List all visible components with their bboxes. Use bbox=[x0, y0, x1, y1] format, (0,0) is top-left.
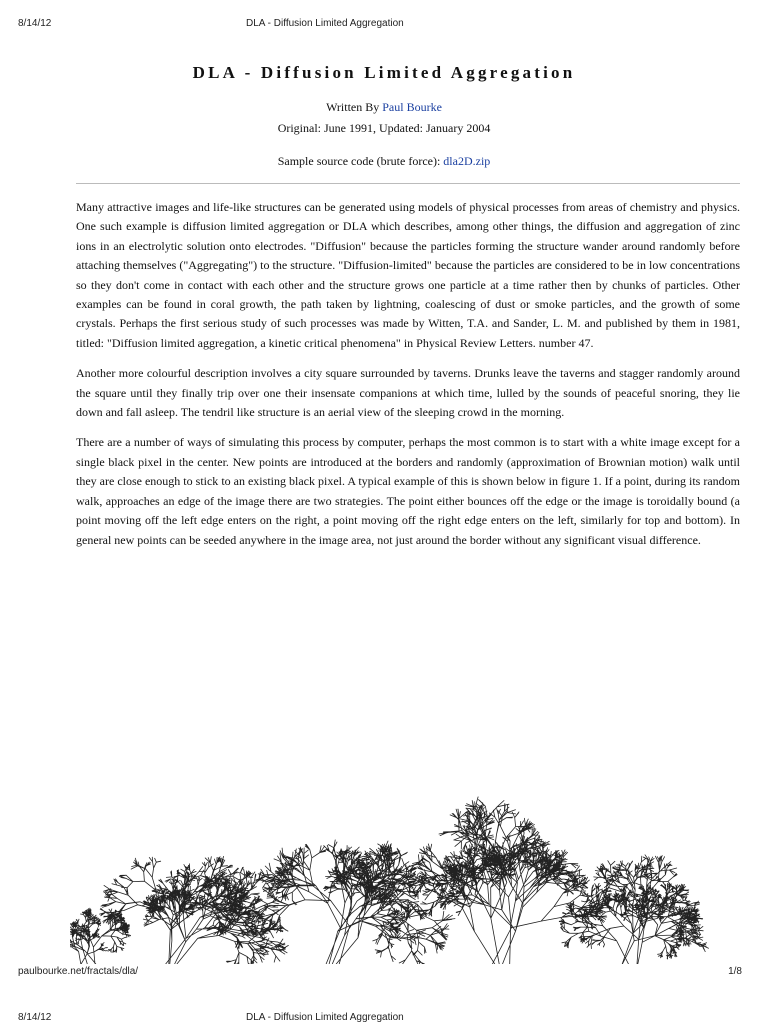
print-title: DLA - Diffusion Limited Aggregation bbox=[246, 1012, 404, 1023]
source-prefix: Sample source code (brute force): bbox=[277, 154, 444, 168]
dates-line: Original: June 1991, Updated: January 2004 bbox=[277, 121, 491, 135]
page-number: 1/8 bbox=[728, 966, 742, 977]
byline bbox=[0, 100, 768, 115]
dla-branches bbox=[70, 797, 709, 964]
paragraph: There are a number of ways of simulating this process by computer, perhaps the most common is to start with a white image except for a single black pixel in the center. New points are introduced at the borders and randomly (approximation of Brownian motion) walk until they are close enough to stick to an existing black pixel. A typical example of this is shown below in figure 1. If a point, during its random walk, approaches an edge of the image there are two strategies. The point either bounces off the edge or the image is toroidally bound (a point moving off the left edge enters on the right, a point moving off the right edge enters on the left, similarly for top and bottom). In general new points can be seeded anywhere in the image area, not just around the border without any significant visual difference. bbox=[76, 435, 740, 547]
print-date: 8/14/12 bbox=[18, 18, 52, 29]
footer-url: paulbourke.net/fractals/dla/ bbox=[18, 966, 139, 977]
source-line bbox=[0, 154, 768, 169]
page-title: DLA - Diffusion Limited Aggregation bbox=[192, 63, 576, 82]
print-footer bbox=[18, 966, 742, 980]
author-link[interactable]: Paul Bourke bbox=[382, 100, 442, 114]
dla-figure-image bbox=[70, 792, 750, 964]
article-body bbox=[76, 198, 740, 561]
byline-prefix: Written By bbox=[326, 100, 380, 114]
divider bbox=[76, 183, 740, 184]
paragraph: Another more colourful description involves a city square surrounded by taverns. Drunks leave the taverns and stagger randomly around the square until they finally trip over one their insensate companions at which time, lulled by the sounds of peaceful snoring, they lie down and fall asleep. The tendril like structure is an aerial view of the sleeping crowd in the morning. bbox=[76, 366, 740, 420]
print-title: DLA - Diffusion Limited Aggregation bbox=[246, 18, 404, 29]
paragraph: Many attractive images and life-like structures can be generated using models of physical processes from areas of chemistry and physics. One such example is diffusion limited aggregation or DLA which describes, among other things, the diffusion and aggregation of zinc ions in an electrolytic solution onto electrodes. "Diffusion" because the particles forming the structure wander around randomly before attaching themselves ("Aggregating") to the structure. "Diffusion-limited" because the particles are considered to be in low concentrations so they don't come in contact with each other and the structure grows one particle at a time rather then by chunks of particles. Other examples can be found in coral growth, the path taken by lightning, coalescing of dust or smoke particles, and the growth of some crystals. Perhaps the first serious study of such processes was made by Witten, T.A. and Sander, L. M. and published by them in 1981, titled: "Diffusion limited aggregation, a kinetic critical phenomena" in Physical Review Letters. number 47. bbox=[76, 200, 740, 350]
print-date: 8/14/12 bbox=[18, 1012, 52, 1023]
source-download-link[interactable]: dla2D.zip bbox=[443, 154, 491, 168]
print-header bbox=[18, 18, 750, 32]
